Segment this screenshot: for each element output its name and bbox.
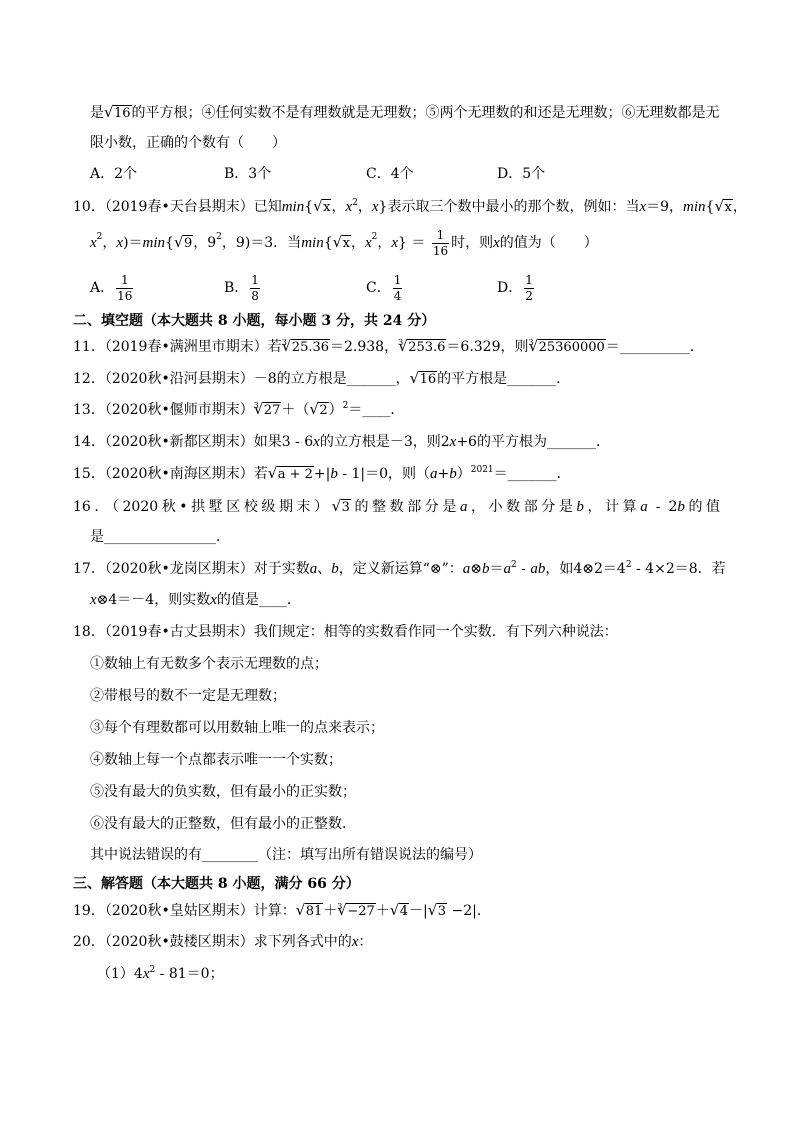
text-run: + bbox=[437, 466, 450, 482]
superscript: 2 bbox=[96, 231, 103, 242]
text-run: ，9 bbox=[193, 235, 217, 251]
text-run: ②带根号的数不一定是无理数； bbox=[90, 688, 286, 704]
radicand: 253.6 bbox=[408, 340, 446, 355]
question-20-stem bbox=[73, 932, 372, 952]
cube-root bbox=[254, 402, 282, 418]
superscript: 2 bbox=[371, 231, 378, 242]
text-run: ，如4⊗2＝4 bbox=[545, 561, 626, 577]
radicand: x bbox=[724, 200, 732, 215]
text-run: ， bbox=[102, 235, 117, 251]
superscript: 2 bbox=[216, 231, 222, 242]
fraction bbox=[116, 274, 133, 303]
superscript: 2 bbox=[510, 560, 517, 570]
text-run: - bbox=[516, 561, 531, 577]
fraction-numerator: 1 bbox=[251, 272, 259, 287]
text-run: ③每个有理数都可以用数轴上唯一的点来表示； bbox=[90, 720, 384, 736]
radical-sign bbox=[337, 903, 375, 919]
text-run: ＝_______． bbox=[493, 466, 571, 482]
text-run: ⊗4＝－4，则实数 bbox=[96, 592, 211, 608]
question-20-part-1 bbox=[97, 964, 224, 984]
fraction bbox=[524, 274, 534, 303]
fraction-numerator: 1 bbox=[393, 272, 402, 287]
math-variable: a bbox=[503, 561, 511, 577]
text-run: }表示取三个数中最小的那个数，例如：当 bbox=[378, 199, 640, 215]
text-run: } ＝ bbox=[398, 235, 430, 251]
text-run: ⑥没有最大的正整数，但有最小的正整数． bbox=[90, 816, 356, 832]
radicand: 25360000 bbox=[538, 340, 605, 355]
question-9-statements-cont bbox=[90, 103, 720, 123]
question-11 bbox=[73, 337, 704, 357]
option-a bbox=[90, 164, 137, 184]
option-c bbox=[366, 164, 414, 184]
math-variable: min bbox=[683, 199, 706, 215]
text-run: ，定义新运算“⊗”： bbox=[338, 561, 463, 577]
square-root bbox=[410, 371, 438, 387]
math-variable: b bbox=[677, 499, 685, 515]
text-run: 的平方根；④任何实数不是有理数就是无理数；⑤两个无理数的和还是无理数；⑥无理数都是无 bbox=[131, 105, 720, 121]
root-index: 3 bbox=[253, 401, 259, 410]
math-variable: x bbox=[142, 966, 150, 982]
text-run: ， bbox=[732, 199, 747, 215]
radicand: x bbox=[323, 200, 331, 215]
question-12 bbox=[73, 369, 570, 389]
math-variable: x bbox=[90, 235, 97, 251]
text-run: 的值是____． bbox=[216, 592, 301, 608]
text-run: - 1|＝0，则（ bbox=[337, 466, 431, 482]
text-run: ＋（ bbox=[281, 402, 310, 418]
text-run: 20．（2020秋•鼓楼区期末）求下列各式中的 bbox=[73, 934, 352, 950]
statement-5 bbox=[90, 782, 356, 802]
option-b bbox=[224, 272, 262, 303]
text-run: 二、填空题（本大题共 8 小题，每小题 3 分，共 24 分） bbox=[73, 313, 436, 329]
root-index: 3 bbox=[337, 902, 343, 911]
root-index: 3 bbox=[281, 338, 287, 347]
text-run: ＝2.938， bbox=[330, 339, 399, 355]
math-variable: b bbox=[576, 499, 584, 515]
text-run: A．2个 bbox=[90, 166, 138, 182]
root-index: 3 bbox=[528, 338, 534, 347]
text-run: 三、解答题（本大题共 8 小题，满分 66 分） bbox=[73, 876, 360, 892]
math-variable: b bbox=[481, 561, 490, 577]
math-variable: x bbox=[345, 199, 353, 215]
radicand: 16 bbox=[419, 372, 437, 387]
text-run: 是________________． bbox=[90, 529, 230, 545]
math-variable: x bbox=[116, 235, 124, 251]
math-variable: ab bbox=[530, 561, 546, 577]
radicand: 3 bbox=[437, 904, 447, 919]
square-root bbox=[268, 466, 314, 482]
square-root bbox=[104, 105, 132, 121]
text-run: 、 bbox=[317, 561, 332, 577]
text-run: 其中说法错误的有________（注：填写出所有错误说法的编号） bbox=[90, 847, 482, 863]
math-variable: x bbox=[313, 434, 320, 450]
text-run: −2|． bbox=[447, 903, 491, 919]
question-9-prompt bbox=[90, 133, 286, 153]
math-variable: x bbox=[493, 235, 500, 251]
text-run: 13．（2020秋•偃师市期末） bbox=[73, 402, 254, 418]
text-run: 15．（2020秋•南海区期末）若 bbox=[73, 466, 268, 482]
radicand: 4 bbox=[399, 904, 409, 919]
math-variable: x bbox=[371, 199, 379, 215]
fraction-denominator: 2 bbox=[525, 288, 533, 303]
fraction-denominator: 4 bbox=[393, 288, 402, 303]
text-run: 10．（2019春•天台县期末）已知 bbox=[73, 199, 282, 215]
radicand: 25.36 bbox=[291, 340, 330, 355]
radical-sign bbox=[529, 339, 606, 355]
superscript: 2 bbox=[625, 560, 632, 570]
square-root bbox=[174, 235, 193, 251]
text-run: - 4×2＝8．若 bbox=[631, 561, 726, 577]
text-run: 限小数，正确的个数有（ ） bbox=[90, 135, 286, 151]
text-run: 的平方根是_______． bbox=[437, 371, 571, 387]
radicand: −27 bbox=[347, 904, 375, 919]
question-18-stem bbox=[73, 622, 618, 642]
cube-root bbox=[282, 339, 330, 355]
math-variable: a bbox=[462, 561, 471, 577]
radical-sign bbox=[254, 402, 282, 418]
text-run: 是 bbox=[90, 105, 104, 121]
math-variable: a bbox=[309, 561, 318, 577]
cube-root bbox=[398, 339, 446, 355]
text-run: ①数轴上有无数多个表示无理数的点； bbox=[90, 656, 328, 672]
text-run: 19．（2020秋•皇姑区期末）计算： bbox=[73, 903, 296, 919]
fraction-numerator: 1 bbox=[436, 227, 445, 242]
root-index: 3 bbox=[398, 338, 404, 347]
math-variable: x bbox=[210, 592, 217, 608]
section-2-heading bbox=[73, 311, 435, 331]
superscript: 2 bbox=[149, 965, 156, 975]
text-run: - 2 bbox=[647, 499, 678, 515]
radicand: x bbox=[342, 236, 350, 251]
statement-1 bbox=[90, 654, 328, 674]
text-run: 17．（2020秋•龙岗区期末）对于实数 bbox=[73, 561, 310, 577]
text-run: ＋ bbox=[323, 903, 338, 919]
math-variable: min bbox=[301, 235, 324, 251]
text-run: ④数轴上每一个点都表示唯一一个实数； bbox=[90, 752, 342, 768]
square-root bbox=[332, 499, 351, 515]
text-run: 的立方根是－3，则2 bbox=[319, 434, 450, 450]
text-run: ） bbox=[328, 402, 343, 418]
radical-sign bbox=[398, 339, 446, 355]
text-run: ＝9， bbox=[646, 199, 684, 215]
text-run: ⊗ bbox=[470, 561, 482, 577]
question-18-prompt bbox=[90, 845, 482, 865]
text-run: ， bbox=[357, 199, 372, 215]
radicand: 27 bbox=[263, 403, 281, 418]
text-run: { bbox=[705, 199, 715, 215]
radicand: 16 bbox=[114, 106, 131, 121]
text-run: ） bbox=[456, 466, 471, 482]
superscript: 2 bbox=[352, 198, 358, 208]
radicand: a + 2 bbox=[277, 467, 313, 482]
fraction-denominator: 16 bbox=[117, 288, 133, 303]
text-run: ，小数部分是 bbox=[467, 499, 577, 515]
square-root bbox=[309, 402, 328, 418]
text-run: 时，则 bbox=[451, 235, 494, 251]
text-run: { bbox=[323, 235, 333, 251]
math-variable: a bbox=[430, 466, 438, 482]
question-19 bbox=[73, 901, 491, 921]
text-run: 18．（2019春•古丈县期末）我们规定：相等的实数看作同一个实数．有下列六种说法： bbox=[73, 624, 618, 640]
math-variable: a bbox=[640, 499, 648, 515]
text-run: ＋ bbox=[375, 903, 390, 919]
text-run: （1）4 bbox=[97, 966, 143, 982]
section-3-heading bbox=[73, 874, 360, 894]
radicand: 81 bbox=[305, 904, 323, 919]
option-d bbox=[497, 272, 536, 303]
superscript: 2021 bbox=[470, 465, 494, 475]
square-root bbox=[333, 235, 351, 251]
fraction-numerator: 1 bbox=[525, 272, 533, 287]
question-10-stem bbox=[73, 197, 747, 217]
square-root bbox=[313, 199, 331, 215]
cube-root bbox=[529, 339, 606, 355]
fraction-numerator: 1 bbox=[120, 272, 129, 287]
math-variable: a bbox=[459, 499, 468, 515]
text-run: 16．（2020秋•拱墅区校级期末） bbox=[73, 499, 332, 515]
option-b bbox=[224, 164, 271, 184]
question-10-options bbox=[90, 272, 650, 303]
square-root bbox=[390, 903, 409, 919]
text-run: C．4个 bbox=[366, 166, 414, 182]
question-10-stem-cont bbox=[90, 227, 598, 258]
text-run: )＝ bbox=[123, 235, 143, 251]
text-run: ，9)＝3．当 bbox=[221, 235, 302, 251]
question-14 bbox=[73, 432, 610, 452]
text-run: - 81＝0； bbox=[155, 966, 224, 982]
statement-2 bbox=[90, 686, 286, 706]
option-d bbox=[497, 164, 545, 184]
statement-4 bbox=[90, 750, 342, 770]
text-run: 的整数部分是 bbox=[350, 499, 460, 515]
math-variable: b bbox=[331, 561, 339, 577]
text-run: ＝6.329，则 bbox=[446, 339, 529, 355]
question-15 bbox=[73, 464, 571, 484]
text-run: D．5个 bbox=[497, 166, 546, 182]
text-run: D． bbox=[497, 280, 523, 296]
text-run: ＝ bbox=[489, 561, 504, 577]
statement-3 bbox=[90, 718, 384, 738]
text-run: C． bbox=[366, 280, 391, 296]
text-run: { bbox=[165, 235, 174, 251]
text-run: ， bbox=[350, 235, 365, 251]
fraction bbox=[250, 274, 260, 303]
radicand: 2 bbox=[319, 403, 328, 418]
math-variable: x bbox=[639, 199, 647, 215]
radicand: 3 bbox=[341, 500, 350, 515]
math-variable: x bbox=[449, 434, 457, 450]
text-run: 11．（2019春•满洲里市期末）若 bbox=[73, 339, 282, 355]
text-run: ， bbox=[377, 235, 392, 251]
math-variable: min bbox=[142, 235, 166, 251]
text-run: B． bbox=[224, 280, 249, 296]
math-variable: b bbox=[449, 466, 457, 482]
math-variable: x bbox=[364, 235, 372, 251]
text-run: 14．（2020秋•新都区期末）如果3 - 6 bbox=[73, 434, 314, 450]
square-root bbox=[428, 903, 447, 919]
cube-root bbox=[337, 903, 376, 919]
text-run: +6的平方根为_______． bbox=[456, 434, 610, 450]
statement-6 bbox=[90, 814, 356, 834]
text-run: 12．（2020秋•沿河县期末）－8的立方根是_______， bbox=[73, 371, 410, 387]
square-root bbox=[714, 199, 732, 215]
text-run: ⑤没有最大的负实数，但有最小的正实数； bbox=[90, 784, 356, 800]
text-run: A． bbox=[90, 280, 115, 296]
text-run: +| bbox=[313, 466, 331, 482]
text-run: ＝____． bbox=[348, 402, 405, 418]
radical-sign bbox=[282, 339, 330, 355]
text-run: －| bbox=[409, 903, 428, 919]
text-run: 的值为（ ） bbox=[499, 235, 598, 251]
question-16-cont bbox=[90, 527, 230, 547]
question-16 bbox=[73, 497, 720, 517]
square-root bbox=[296, 903, 324, 919]
math-variable: x bbox=[391, 235, 399, 251]
question-9-options bbox=[90, 164, 650, 184]
option-c bbox=[366, 272, 404, 303]
option-a bbox=[90, 272, 135, 303]
text-run: ， bbox=[331, 199, 346, 215]
superscript: 2 bbox=[342, 401, 349, 411]
fraction-denominator: 16 bbox=[432, 243, 449, 258]
radicand: 9 bbox=[183, 236, 193, 251]
text-run: ，计算 bbox=[583, 499, 641, 515]
text-run: { bbox=[304, 199, 314, 215]
question-17-cont bbox=[90, 590, 301, 610]
question-13 bbox=[73, 400, 404, 420]
math-variable: b bbox=[330, 466, 338, 482]
fraction-denominator: 8 bbox=[251, 288, 259, 303]
fraction bbox=[432, 229, 449, 258]
text-run: ＝__________． bbox=[605, 339, 704, 355]
fraction bbox=[393, 274, 403, 303]
text-run: B．3个 bbox=[224, 166, 272, 182]
question-17 bbox=[73, 559, 726, 579]
text-run: 的值 bbox=[684, 499, 721, 515]
math-variable: x bbox=[90, 592, 97, 608]
text-run: ： bbox=[358, 934, 373, 950]
math-variable: min bbox=[281, 199, 305, 215]
math-variable: x bbox=[351, 934, 359, 950]
